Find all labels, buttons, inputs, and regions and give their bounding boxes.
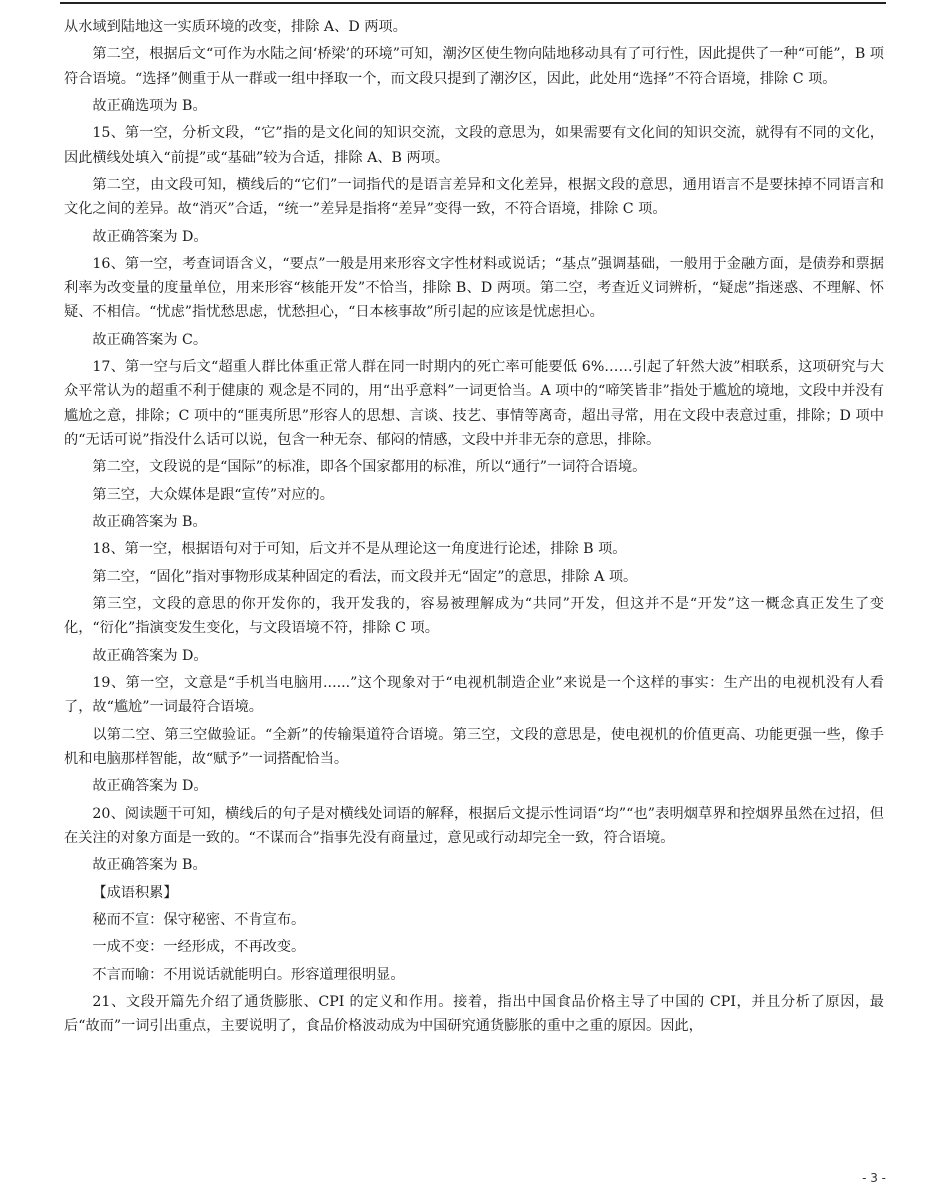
paragraph: 18、第一空，根据语句对于可知，后文并不是从理论这一角度进行论述，排除 B 项。 [92,541,627,558]
paragraph: 第三空，文段的意思的你开发你的，我开发我的，容易被理解成为“共同”开发，但这并不是“开发”这一概念真正发生了变化，“衍化”指演变发生变化，与文段语境不符，排除 C 项。 [64,596,884,637]
page-number: - 3 - [862,1171,886,1185]
paragraph: 故正确答案为 B。 [92,857,207,874]
paragraph: 故正确答案为 C。 [92,331,208,348]
paragraph: 故正确选项为 B。 [92,97,207,114]
paragraph: 不言而喻：不用说话就能明白。形容道理很明显。 [92,966,405,983]
paragraph: 故正确答案为 D。 [92,778,208,795]
paragraph: 故正确答案为 D。 [92,647,208,664]
paragraph: 【成语积累】 [92,884,178,901]
paragraph: 故正确答案为 D。 [92,228,208,245]
paragraph: 19、第一空，文意是“手机当电脑用......”这个现象对于“电视机制造企业”来说是一个这样的事实：生产出的电视机没有人看了，故“尴尬”一词最符合语境。 [64,675,884,716]
paragraph: 第二空，根据后文“可作为水陆之间‘桥梁’的环境”可知，潮汐区使生物向陆地移动具有了可行性，因此提供了一种“可能”，B 项符合语境。“选择”侧重于从一群或一组中择取一个，而文段只提到了潮汐区，因此，此处用“选择”不符合语境，排除 C 项。 [64,46,884,87]
document-body [64,15,884,1042]
paragraph: 17、第一空与后文“超重人群比体重正常人群在同一时期内的死亡率可能要低 6%……引起了轩然大波”相联系，这项研究与大众平常认为的超重不利于健康的 观念是不同的，用“出乎意料”一词更恰当。A 项中的“啼笑皆非”指处于尴尬的境地，文段中并没有尴尬之意，排除；C 项中的“匪夷所思”形容人的思想、言谈、技艺、事情等离奇，超出寻常，用在文段中表意过重，排除；D 项中的“无话可说”指没什么话可以说，包含一种无奈、郁闷的情感，文段中并非无奈的意思，排除。 [64,359,884,448]
header-rule [60,2,886,4]
paragraph: 第二空，由文段可知，横线后的“它们”一词指代的是语言差异和文化差异，根据文段的意思，通用语言不是要抹掉不同语言和文化之间的差异。故“消灭”合适，“统一”差异是指将“差异”变得一致，不符合语境，排除 C 项。 [64,176,884,218]
paragraph: 16、第一空，考查词语含义，“要点”一般是用来形容文字性材料或说话；“基点”强调基础，一般用于金融方面，是债券和票据利率为改变量的度量单位，用来形容“核能开发”不恰当，排除 B、D 两项。第二空，考查近义词辨析，“疑虑”指迷惑、不理解、怀疑、不相信。“忧虑”指忧愁思虑，忧愁担心，“日本核事故”所引起的应该是忧虑担心。 [64,255,884,321]
paragraph: 21、文段开篇先介绍了通货膨胀、CPI 的定义和作用。接着，指出中国食品价格主导了中国的 CPI，并且分析了原因，最后“故而”一词引出重点，主要说明了，食品价格波动成为中国研究通货膨胀的重中之重的原因。因此， [64,994,884,1035]
paragraph: 第二空，“固化”指对事物形成某种固定的看法，而文段并无“固定”的意思，排除 A 项。 [92,568,638,585]
paragraph: 第二空，文段说的是“国际”的标准，即各个国家都用的标准，所以“通行”一词符合语境。 [92,459,647,476]
paragraph: 以第二空、第三空做验证。“全新”的传输渠道符合语境。第三空，文段的意思是，使电视机的价值更高、功能更强一些，像手机和电脑那样智能，故“赋予”一词搭配恰当。 [64,726,884,767]
paragraph: 20、阅读题干可知，横线后的句子是对横线处词语的解释，根据后文提示性词语“均”“也”表明烟草界和控烟界虽然在过招，但在关注的对象方面是一致的。“不谋而合”指事先没有商量过，意见或行动却完全一致，符合语境。 [64,805,884,846]
paragraph: 从水域到陆地这一实质环境的改变，排除 A、D 两项。 [64,19,407,35]
paragraph: 第三空，大众媒体是跟“宣传”对应的。 [92,486,334,503]
paragraph: 一成不变：一经形成，不再改变。 [92,939,306,956]
paragraph: 15、第一空，分析文段，“它”指的是文化间的知识交流，文段的意思为，如果需要有文化间的知识交流，就得有不同的文化，因此横线处填入“前提”或“基础”较为合适，排除 A、B 两项。 [64,125,884,166]
paragraph: 秘而不宣：保守秘密、不肯宣布。 [92,912,306,929]
paragraph: 故正确答案为 B。 [92,513,207,530]
